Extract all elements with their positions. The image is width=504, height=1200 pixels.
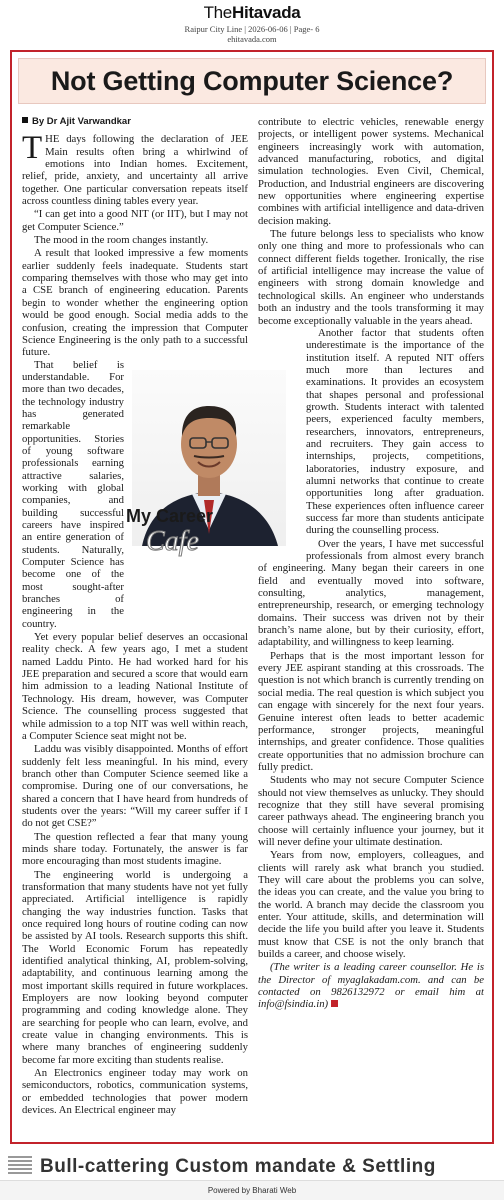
column-right	[258, 116, 484, 1134]
newspaper-logo[interactable]: TheHitavada	[203, 3, 301, 22]
paragraph: Another factor that students often underestimate is the importance of the institution itself. A reputed NIT offers much more than lectures and examinations. It provides an ecosystem that shapes personal and professional growth. Students interact with talented peers, experienced faculty members, researchers, innovators, entrepreneurs, and recruiters. They gain access to internships, projects, competitions, laboratories, industry exposure, and alumni networks that continue to create opportunities long after graduation. These experiences often influence career success far more than students anticipate during the counselling process.	[306, 326, 484, 537]
paragraph: THE days following the declaration of JEE Main results often bring a whirlwind of emotions into Indian homes. Excitement, relief, pride, anxiety, and uncertainty all arrive together. One particular conversation repeats itself across countless dining tables every year.	[22, 130, 248, 208]
headline-bar	[18, 58, 486, 104]
edition-info: Raipur City Line | 2026-06-06 | Page- 6	[184, 24, 320, 34]
masthead	[0, 0, 504, 48]
paragraph: Yet every popular belief deserves an occasional reality check. A few years ago, I met a student named Laddu Pinto. He had worked hard for his JEE preparation and secured a score that would earn him admission to a leading National Institute of Technology. His dream, however, was Computer Science. The counselling process suggested that while admission to a top NIT was well within reach, a Computer Science seat might not be.	[22, 631, 248, 742]
paragraph: Laddu was visibly disappointed. Months of effort suddenly felt less meaningful. In his mind, every branch other than Computer Science seemed like a compromise. During one of our conversations, he shared a concern that I have heard from hundreds of students over the years: “Will my career suffer if I do not get CSE?”	[22, 743, 248, 830]
my-career-cafe-icon	[116, 500, 256, 558]
article-box	[10, 50, 494, 1144]
paragraph: That belief is understandable. For more than two decades, the technology industry has generated remarkable opportunities. Stories of young software professionals earning attractive salaries, working with global companies, and building successful careers have inspired an entire generation of students. Naturally, Computer Science has become one of the most sought-after branches of engineering in the country.	[22, 358, 124, 630]
byline: By Dr Ajit Varwandkar	[22, 116, 248, 128]
drop-cap: T	[22, 130, 43, 167]
bullet-square-icon	[22, 117, 28, 123]
barcode-icon	[8, 1156, 32, 1176]
paragraph: Students who may not secure Computer Science should not view themselves as unlucky. They should recognize that they still have several promising career pathways ahead. The engineering branch you choose will certainly influence your journey, but it will never define your ultimate destination.	[258, 774, 484, 848]
column-logo	[116, 500, 256, 558]
paragraph: “I can get into a good NIT (or IIT), but I may not get Computer Science.”	[22, 208, 248, 233]
svg-text:My Career: My Career	[126, 506, 214, 526]
page-title: Not Getting Computer Science?	[50, 66, 454, 96]
next-article-strip	[0, 1148, 504, 1180]
article-body	[22, 116, 484, 1134]
paragraph: The engineering world is undergoing a transformation that many students have not yet fully appreciated. Artificial intelligence is rapidly changing the way industries function. Tasks that once required long hours of routine coding can now be assisted by AI tools. Research supports this shift. The World Economic Forum has repeatedly identified analytical thinking, AI, problem-solving, adaptability, and continuous learning among the most important skills required in future workplaces. Employers are now looking beyond computer programming and coding knowledge alone. They are searching for people who can learn, evolve, and create value in changing environments. This is where many branches of engineering suddenly become far more exciting than students realise.	[22, 868, 248, 1066]
svg-text:Cafe: Cafe	[146, 526, 199, 557]
paragraph: contribute to electric vehicles, renewable energy projects, or intelligent power systems. Mechanical engineers increasingly work with automation, advanced manufacturing, robotics, and digital simulation technologies. Even Civil, Chemical, Production, and Industrial engineers are discovering new opportunities where engineering expertise combines with artificial intelligence and data-driven decision making.	[258, 116, 484, 227]
paragraph: The mood in the room changes instantly.	[34, 234, 209, 247]
site-link[interactable]: ehitavada.com	[227, 34, 277, 44]
paragraph: The question reflected a fear that many young minds share today. Fortunately, the answer is far more encouraging than most students imagine.	[22, 830, 248, 868]
paragraph: Over the years, I have met successful professionals from almost every branch of engineering. Many began their careers in one field and eventually moved into software, consulting, analytics, management, entrepreneurship, research, or emerging technology domains. Their success was driven not by their branch’s name alone, but by their curiosity, effort, adaptability, and willingness to keep learning.	[258, 537, 484, 649]
paragraph: The future belongs less to specialists who know only one thing and more to professionals who can connect different fields together. Ironically, the rise of artificial intelligence may increase the value of engineers with strong domain knowledge and technological skills. An engineer who understands both an industry and the tools transforming it may become exceptionally valuable in the years ahead.	[258, 228, 484, 327]
powered-by[interactable]: Powered by Bharati Web	[0, 1180, 504, 1200]
paragraph: A result that looked impressive a few moments earlier suddenly feels inadequate. Students start comparing themselves with those who may get into a CSE branch of engineering education. Parents begin to wonder whether the engineering option would be good enough. Social media adds to the confusion, creating the impression that Computer Science Engineering is the only path to a successful future.	[22, 247, 248, 359]
writer-note: (The writer is a leading career counsellor. He is the Director of myaglakadam.com. and can be contacted on 9826132972 or email him at info@fsindia.in)	[258, 961, 484, 1011]
paragraph: An Electronics engineer today may work on semiconductors, robotics, communication systems, or embedded technologies that power modern devices. An Electrical engineer may	[22, 1067, 248, 1117]
next-article-headline[interactable]: Bull-cattering Custom mandate & Settling	[40, 1156, 436, 1177]
column-left	[22, 116, 248, 1134]
end-mark-icon	[331, 1000, 338, 1007]
paragraph: Perhaps that is the most important lesson for every JEE aspirant standing at this crossroads. The question is not which branch is currently trending on social media. The real question is which subject you can engage with sincerely for the next four years. Genuine interest often leads to better academic performance, stronger projects, meaningful internships, and greater confidence. Those qualities create opportunities that no admission brochure can fully predict.	[258, 649, 484, 773]
paragraph: Years from now, employers, colleagues, and clients will rarely ask what branch you studied. They will care about the problems you can solve, the ideas you can create, and the value you bring to the world. A branch may decide the classroom you enter. Your attitude, skills, and determination will decide the life you build after you leave it. Students must know that CSE is not the only branch that builds a career, and choose wisely.	[258, 849, 484, 961]
